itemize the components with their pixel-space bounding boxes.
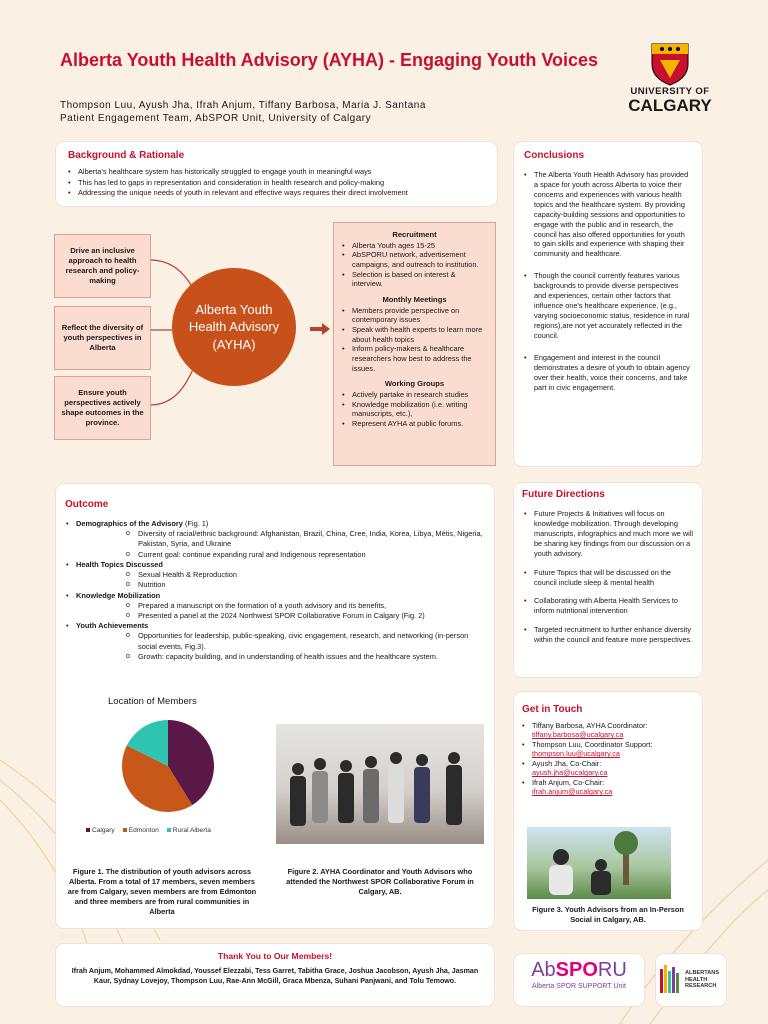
contact-email-link[interactable]: tiffany.barbosa@ucalgary.ca	[532, 730, 624, 740]
goal-box: Reflect the diversity of youth perspectives in Alberta	[54, 306, 151, 370]
outcome-sub-item: o Opportunities for leadership, public-speaking, civic engagement, research, and networking (in-person social events, Fig.3).	[126, 631, 486, 651]
goal-box: Ensure youth perspectives actively shape outcomes in the province.	[54, 376, 151, 440]
ahr-bars-icon	[660, 965, 682, 995]
conclusion-item: • Though the council currently features various backgrounds to provide diverse perspectives and experiences, certain other factors that influence one's healthcare experience, (e.g., varying socioeconomic status, residence in rural regions),are not yet accurately reflected in the council.	[524, 271, 692, 340]
ahr-line2: HEALTH	[685, 976, 708, 983]
background-item: • This has led to gaps in representation and consideration in health research and policy-making	[68, 178, 485, 189]
figure1-caption: Figure 1. The distribution of youth advisors across Alberta. From a total of 17 members, seven members are from Calgary, seven members are from Edmonton and three members are from rural communities in Alberta	[67, 867, 257, 916]
meetings-item: • Members provide perspective on contemporary issues	[342, 306, 487, 325]
outcome-sub-item: o Sexual Health & Reproduction	[126, 570, 486, 580]
background-item: • Addressing the unique needs of youth in relevant and effective ways requires their direct involvement	[68, 188, 485, 199]
outcome-heading: Health Topics Discussed	[76, 559, 163, 569]
outcome-section	[66, 621, 486, 662]
background-panel	[56, 142, 497, 206]
legend-item	[167, 827, 211, 834]
conclusion-item: • Engagement and interest in the council demonstrates a desire of youth to obtain agency over their health, voice their concerns, and take part in civic engagement.	[524, 353, 692, 393]
outcome-title: Outcome	[65, 499, 109, 510]
contact-item	[522, 778, 694, 797]
outcome-sub-item: o Prepared a manuscript on the formation of a youth advisory and its benefits,	[126, 601, 486, 611]
outcome-heading: Youth Achievements	[76, 621, 149, 631]
legend-label: Calgary	[92, 827, 115, 834]
contact-email-link[interactable]: thompson.luu@ucalgary.ca	[532, 749, 620, 759]
meetings-item: • Speak with health experts to learn more about health topics	[342, 325, 487, 344]
outcome-heading: Demographics of the Advisory	[76, 519, 183, 528]
group-people-icon	[276, 724, 484, 844]
ahr-logo	[656, 954, 726, 1006]
future-item: • Collaborating with Alberta Health Services to inform nutritional intervention	[524, 596, 694, 616]
groups-item: • Represent AYHA at public forums.	[342, 419, 487, 429]
contact-name: • Ayush Jha, Co-Chair:	[532, 758, 602, 768]
figure3-caption: Figure 3. Youth Advisors from an In-Person Social in Calgary, AB.	[532, 905, 684, 924]
legend-item	[86, 827, 115, 834]
legend-swatch	[86, 828, 90, 832]
thanks-names: Ifrah Anjum, Mohammed Almokdad, Youssef Elezzabi, Tess Garret, Tabitha Grace, Joshua Jacobson, Ayush Jha, Jasman Kaur, Sydnay Lovejoy, Thompson Luu, Rae-Ann McGill, Graca Mbenza, Suhani Panjwani, and Tolu Temowo.	[71, 967, 479, 985]
recruitment-title: Recruitment	[392, 230, 437, 239]
goal-box: Drive an inclusive approach to health research and policy-making	[54, 234, 151, 298]
program-details-box	[333, 222, 496, 466]
contact-email-link[interactable]: ifrah.anjum@ucalgary.ca	[532, 787, 613, 797]
groups-title: Working Groups	[384, 379, 445, 389]
contact-name: • Ifrah Anjum, Co-Chair:	[532, 777, 605, 787]
conclusions-panel	[514, 142, 702, 466]
outcome-section	[66, 591, 486, 622]
contact-title: Get in Touch	[522, 704, 583, 715]
outcome-sub-item: o Nutrition	[126, 580, 486, 590]
background-item: • Alberta's healthcare system has historically struggled to engage youth in meaningful ways	[68, 167, 485, 178]
social-photo	[527, 827, 671, 899]
meetings-title: Monthly Meetings	[382, 294, 447, 304]
outdoor-group-icon	[527, 827, 671, 899]
logo-line2: CALGARY	[628, 96, 712, 115]
recruitment-item: • Alberta Youth ages 15-25	[342, 241, 487, 251]
university-logo	[620, 42, 720, 122]
groups-item: • Actively partake in research studies	[342, 390, 487, 400]
outcome-sub-item: o Presented a panel at the 2024 Northwest SPOR Collaborative Forum in Calgary (Fig. 2)	[126, 611, 486, 621]
thanks-panel	[56, 944, 494, 1006]
conference-photo	[276, 724, 484, 844]
contact-email-link[interactable]: ayush.jha@ucalgary.ca	[532, 768, 608, 778]
contact-item	[522, 721, 694, 740]
outcome-sub-item: o Diversity of racial/ethnic background: Afghanistan, Brazil, China, Cree, India, Korea, Libya, Métis, Nigeria, Pakistan, Syria, and Ukraine	[126, 529, 486, 549]
outcome-section	[66, 560, 486, 591]
outcome-heading-suffix: (Fig. 1)	[182, 519, 209, 528]
outcome-section	[66, 519, 486, 560]
logo-line1: UNIVERSITY OF	[630, 86, 710, 97]
legend-item	[123, 827, 159, 834]
contact-item	[522, 740, 694, 759]
outcome-heading: Knowledge Mobilization	[76, 590, 161, 600]
absporu-ab: Ab	[531, 959, 556, 981]
conclusions-title: Conclusions	[524, 150, 585, 161]
absporu-logo	[514, 954, 644, 1006]
future-item: • Future Projects & Initiatives will focus on knowledge mobilization. Through developing manuscripts, infographics and much more we will be sharing key findings from our discussion on a youth advisory.	[524, 509, 694, 559]
contact-name: • Tiffany Barbosa, AYHA Coordinator:	[532, 721, 648, 730]
figure2-caption: Figure 2. AYHA Coordinator and Youth Advisors who attended the Northwest SPOR Collaborative Forum in Calgary, AB.	[286, 867, 474, 896]
legend-swatch	[167, 828, 171, 832]
absporu-spo: SPO	[555, 959, 598, 981]
meetings-item: • Inform policy-makers & healthcare researchers how best to address the issues.	[342, 344, 487, 373]
legend-label: Edmonton	[128, 827, 159, 834]
recruitment-item: • Selection is based on interest & interview.	[342, 270, 487, 289]
future-item: • Targeted recruitment to further enhance diversity within the council and feature more perspectives.	[524, 625, 694, 645]
affiliation: Patient Engagement Team, AbSPOR Unit, University of Calgary	[60, 113, 372, 124]
conclusion-item: • The Alberta Youth Health Advisory has provided a space for youth across Alberta to voice their concerns and experiences with various health topics and the healthcare system. By providing capacity-building sessions and opportunities to engage with the public and in research, the council has also offered opportunities for youth to gain skills and experience with shaping their community and healthcare.	[524, 170, 692, 259]
pie-legend	[86, 827, 236, 834]
absporu-sub: Alberta SPOR SUPPORT Unit	[532, 983, 626, 990]
contact-panel	[514, 692, 702, 930]
absporu-ru: RU	[597, 959, 627, 981]
arrow-right-icon	[310, 323, 330, 335]
ahr-line3: RESEARCH	[685, 983, 717, 990]
contact-item	[522, 759, 694, 778]
authors: Thompson Luu, Ayush Jha, Ifrah Anjum, Tiffany Barbosa, Maria J. Santana	[60, 100, 426, 111]
poster-title: Alberta Youth Health Advisory (AYHA) - Engaging Youth Voices	[60, 50, 599, 70]
crest-icon	[650, 42, 690, 86]
future-title: Future Directions	[522, 489, 605, 500]
legend-label: Rural Alberta	[172, 827, 211, 834]
location-pie-chart	[96, 710, 236, 824]
background-title: Background & Rationale	[68, 150, 185, 161]
outcome-sub-item: o Growth: capacity building, and in understanding of health issues and the healthcare system.	[126, 652, 486, 662]
groups-item: • Knowledge mobilization (i.e. writing manuscripts, etc.),	[342, 400, 487, 419]
recruitment-item: • AbSPORU network, advertisement campaigns, and outreach to institution.	[342, 250, 487, 269]
outcome-panel	[56, 484, 494, 928]
contact-name: • Thompson Luu, Coordinator Support:	[532, 739, 653, 749]
future-item: • Future Topics that will be discussed on the council include sleep & mental health	[524, 568, 694, 588]
ayha-center-circle: Alberta Youth Health Advisory (AYHA)	[172, 268, 296, 386]
outcome-sub-item: o Current goal: continue expanding rural and Indigenous representation	[126, 550, 486, 560]
chart-title: Location of Members	[108, 696, 197, 707]
future-directions-panel	[514, 483, 702, 677]
legend-swatch	[123, 828, 127, 832]
ahr-line1: ALBERTANS	[685, 970, 720, 977]
thanks-title: Thank You to Our Members!	[217, 951, 333, 961]
